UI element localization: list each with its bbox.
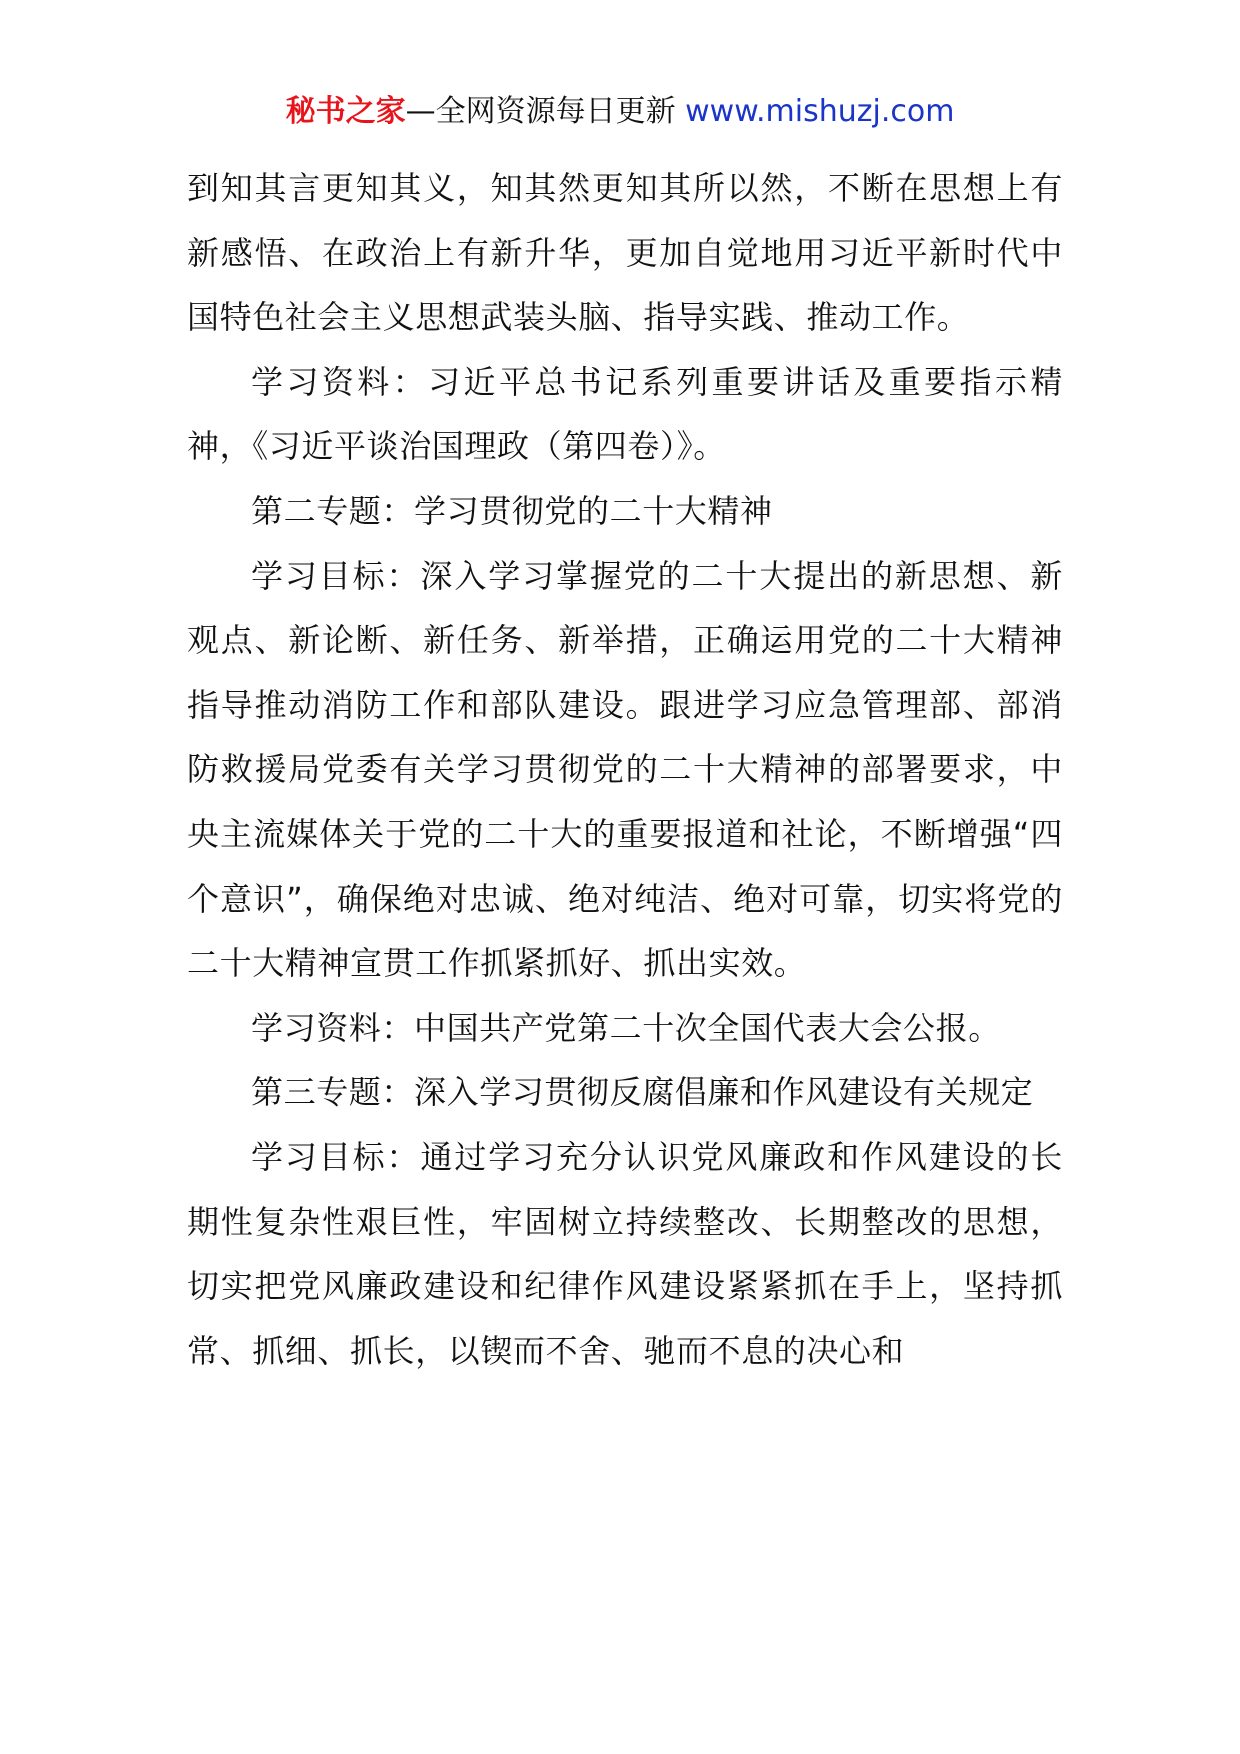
paragraph-study-goal-3: 学习目标：通过学习充分认识党风廉政和作风建设的长期性复杂性艰巨性，牢固树立持续整改、长期整改的思想，切实把党风廉政建设和纪律作风建设紧紧抓在手上，坚持抓常、抓细、抓长，以锲而不舍、驰而不息的决心和 (187, 1137, 1063, 1370)
site-brand: 秘书之家 (285, 94, 406, 129)
document-body (187, 156, 1063, 1383)
paragraph-study-goal-2: 学习目标：深入学习掌握党的二十大提出的新思想、新观点、新论断、新任务、新举措，正确运用党的二十大精神指导推动消防工作和部队建设。跟进学习应急管理部、部消防救援局党委有关学习贯彻党的二十大精神的部署要求，中央主流媒体关于党的二十大的重要报道和社论，不断增强“四个意识”，确保绝对忠诚、绝对纯洁、绝对可靠，切实将党的二十大精神宣贯工作抓紧抓好、抓出实效。 (187, 556, 1063, 983)
section-heading-topic-2: 第二专题：学习贯彻党的二十大精神 (251, 491, 773, 530)
site-header (0, 92, 1240, 132)
paragraph-continuation: 到知其言更知其义，知其然更知其所以然，不断在思想上有新感悟、在政治上有新升华，更加自觉地用习近平新时代中国特色社会主义思想武装头脑、指导实践、推动工作。 (187, 169, 1063, 337)
site-slogan: —全网资源每日更新 (405, 94, 686, 129)
section-heading-topic-3: 第三专题：深入学习贯彻反腐倡廉和作风建设有关规定 (251, 1073, 1034, 1112)
paragraph-study-materials-2: 学习资料：中国共产党第二十次全国代表大会公报。 (251, 1008, 1001, 1047)
site-url-link[interactable]: www.mishuzj.com (685, 94, 955, 129)
paragraph-study-materials-1: 学习资料：习近平总书记系列重要讲话及重要指示精神，《习近平谈治国理政（第四卷）》。 (187, 362, 1063, 466)
